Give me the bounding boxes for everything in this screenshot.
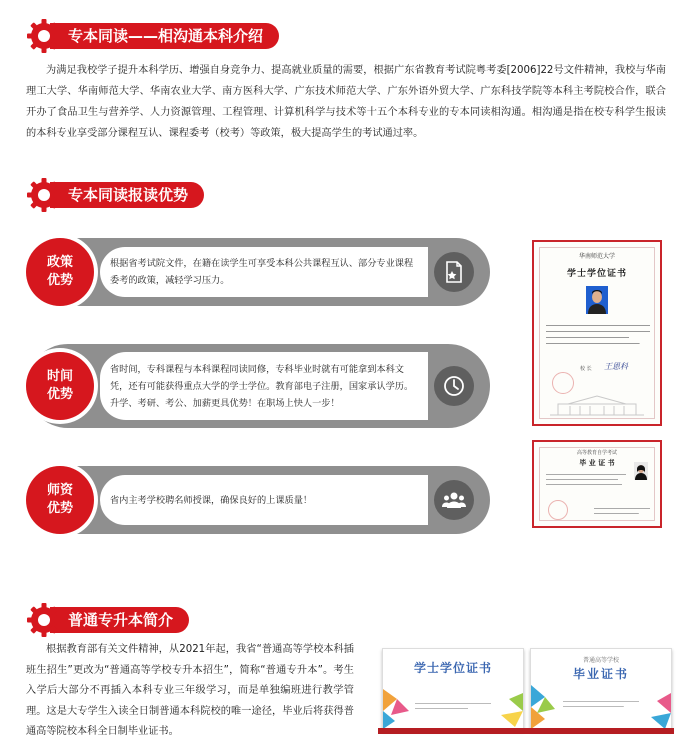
section-header-intro (26, 18, 326, 52)
seal-stamp (548, 500, 568, 520)
certificate-body-text (546, 472, 626, 487)
document-icon (434, 252, 474, 292)
advantage-badge-time (26, 352, 94, 420)
advantage-badge-policy (26, 238, 94, 306)
card-header: 普通高等学校 (582, 657, 619, 664)
card-title: 学士学位证书 (413, 661, 492, 675)
card-stand (526, 728, 674, 734)
portrait-photo (634, 462, 648, 480)
gear-icon (26, 177, 62, 213)
advantage-badge-faculty (26, 466, 94, 534)
university-name: 华南师范大学 (578, 253, 615, 260)
section-title: 专本同读报读优势 (50, 182, 204, 208)
graduation-certificate-card (530, 648, 672, 730)
card-text-lines (415, 701, 491, 711)
certificate-body-text (546, 322, 650, 346)
advantage-label: 时间 优势 (46, 369, 73, 402)
seal-stamp (552, 372, 574, 394)
advantage-label: 政策 优势 (46, 255, 73, 288)
intro-paragraph: 为满足我校学子提升本科学历、增强自身竞争力、提高就业质量的需要，根据广东省教育考试院粤考委[2006]22号文件精神，我校与华南理工大学、华南师范大学、华南农业大学、南方医科大学、广东技术师范大学、广东外语外贸大学、广东科技学院等本科主考院校合作，联合开办了食品卫生与营养学、人力资源管理、工程管理、计算机科学与技术等十五个本科专业的专本同读相沟通。相沟通是指在校专科学生报读的本科专业享受部分课程互认、课程委考（校考）等政策，极大提高学生的考试通过率。 (26, 65, 666, 139)
graduation-certificate-image (532, 440, 662, 528)
campus-building-watermark (548, 394, 646, 416)
advantage-text-faculty: 省内主考学校聘名师授课，确保良好的上课质量！ (100, 475, 428, 525)
portrait-photo (586, 286, 608, 314)
card-stand (378, 728, 526, 734)
upgrade-paragraph: 根据教育部有关文件精神，从2021年起，我省“普通高等学校本科插班生招生”更改为“普通高等学校专升本招生”，简称“普通专升本”。考生入学后大部分不再插入本科专业三年级学习，而是单独编班进行教学管理。这是大专学生入读全日制普通本科院校的唯一途径，毕业后将获得普通高等院校本科全日制毕业证书。 (26, 644, 354, 737)
degree-certificate-image (532, 240, 662, 426)
decorative-triangles (531, 649, 671, 729)
section-title: 专本同读——相沟通本科介绍 (50, 23, 279, 49)
advantage-text-policy: 根据省考试院文件，在籍在读学生可享受本科公共课程互认、部分专业课程委考的政策，减轻学习压力。 (100, 247, 428, 297)
signature: 王恩科 (604, 362, 628, 371)
gear-icon (26, 602, 62, 638)
advantage-text-time: 省时间，专科课程与本科课程同读同修，专科毕业时就有可能拿到本科文凭，还有可能获得重点大学的学士学位。教育部电子注册，国家承认学历。升学、考研、考公、加薪更具优势！在职场上快人一步！ (100, 352, 428, 420)
president-label: 校 长 (580, 366, 592, 372)
certificate-header: 高等教育自学考试 (576, 450, 617, 456)
section-title: 普通专升本简介 (50, 607, 189, 633)
card-title: 毕业证书 (572, 667, 629, 681)
degree-certificate-card (382, 648, 524, 730)
card-text-lines (563, 699, 639, 709)
gear-icon (26, 18, 62, 54)
section-header-advantages (26, 177, 226, 211)
people-icon (434, 480, 474, 520)
advantage-label: 师资 优势 (46, 483, 73, 516)
certificate-title: 毕 业 证 书 (579, 458, 615, 467)
certificate-footer-text (594, 506, 650, 516)
decorative-triangles (383, 649, 523, 729)
clock-icon (434, 366, 474, 406)
certificate-title: 学士学位证书 (566, 269, 627, 279)
section-header-upgrade (26, 602, 226, 636)
